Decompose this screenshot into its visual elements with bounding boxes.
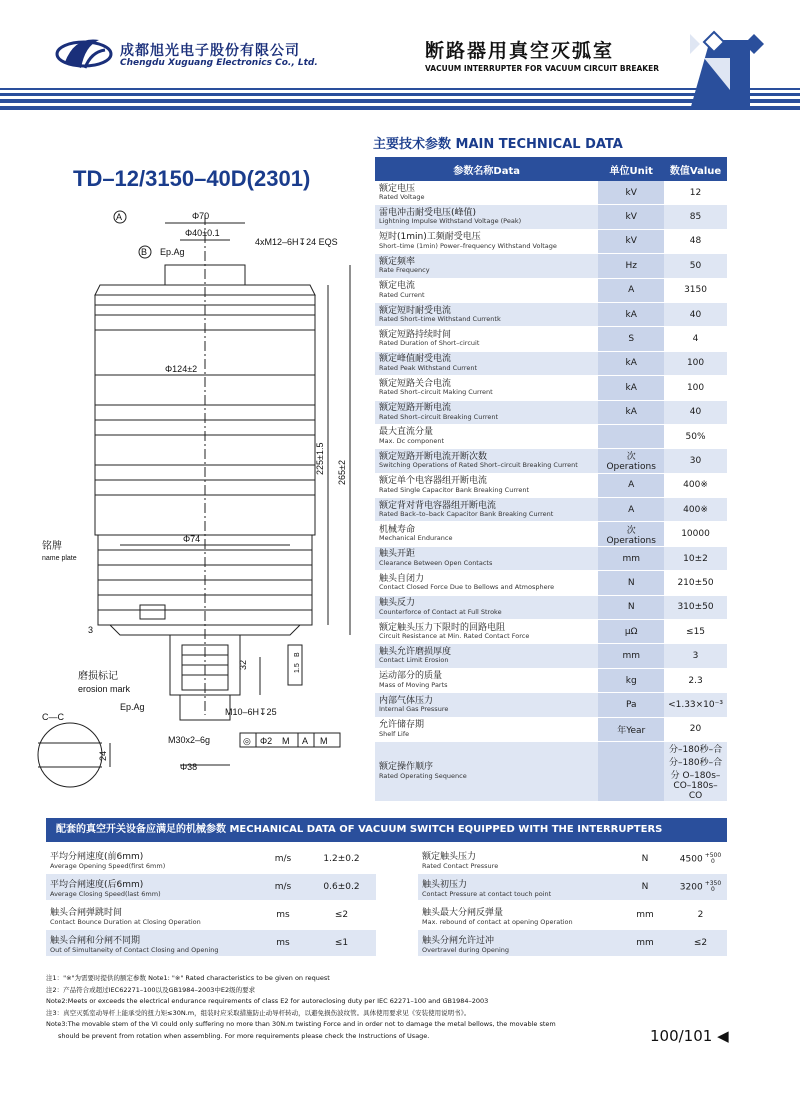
value-cell: 40 <box>664 400 727 424</box>
note-line: Note2:Meets or exceeds the electrical endurance requirements of class E2 for autoreclosing duty per IEC 62271–100 and GB1984–2003 <box>46 997 489 1005</box>
param-cell <box>375 400 598 424</box>
table-row <box>375 400 727 424</box>
value-cell: 12 <box>664 181 727 205</box>
param-cell <box>375 741 598 801</box>
page-number-text: 100/101 <box>650 1027 713 1045</box>
param-cn: 额定短路开断电流 <box>379 403 452 414</box>
param-cn: 额定操作顺序 <box>379 762 434 773</box>
nameplate-en: name plate <box>42 555 77 562</box>
datum-a-label: A <box>116 212 123 222</box>
param-cell <box>375 424 598 448</box>
mech-row <box>46 846 376 873</box>
mech-row <box>46 901 376 929</box>
company-logo <box>55 32 113 76</box>
value-cell: 2.3 <box>664 668 727 692</box>
param-cell <box>375 473 598 497</box>
param-cn: 触头反力 <box>379 598 416 609</box>
param-cn: 触头允许磨损厚度 <box>379 646 452 657</box>
table-row <box>375 254 727 278</box>
header-unit: 单位Unit <box>598 157 664 181</box>
mech-tolerance <box>705 853 721 865</box>
param-en: Shelf Life <box>379 729 410 738</box>
table-row <box>375 717 727 741</box>
mech-param-cn: 额定触头压力 <box>422 851 477 862</box>
mech-value-text: ≤2 <box>693 938 708 948</box>
mech-param-en: Contact Bounce Duration at Closing Operation <box>50 917 201 926</box>
value-cell: 分–180秒–合分–180秒–合分 O–180s–CO–180s–CO <box>664 741 727 801</box>
param-cn: 触头自闭力 <box>379 573 425 584</box>
note-line: 注3：真空灭弧室动导杆上能承受的扭力矩≤30N.m，组装时应采取措施防止动导杆转动，以避免损伤波纹管。具体使用要求见《安装使用说明书》。 <box>46 1008 471 1017</box>
unit-cell: Pa <box>598 693 664 717</box>
param-en: Rated Short–circuit Making Current <box>379 388 493 397</box>
table-row <box>375 498 727 522</box>
dim-32: 32 <box>238 659 248 670</box>
table-row <box>375 693 727 717</box>
param-cell <box>375 717 598 741</box>
tol-b: B <box>294 652 301 657</box>
mech-param-cell <box>418 873 616 901</box>
table-row <box>375 595 727 619</box>
fcf-circle: ◎ <box>243 736 251 746</box>
dim-24: 24 <box>98 750 108 761</box>
mech-param-cell <box>46 901 259 929</box>
param-en: Rated Short–circuit Breaking Current <box>379 412 499 421</box>
unit-cell: N <box>598 571 664 595</box>
dim-3: 3 <box>88 625 94 635</box>
param-en: Rated Current <box>379 290 425 299</box>
param-cell <box>375 181 598 205</box>
mech-title: 配套的真空开关设备应满足的机械参数 MECHANICAL DATA OF VACUUM SWITCH EQUIPPED WITH THE INTERRUPTERS <box>46 818 727 842</box>
value-cell: 400※ <box>664 498 727 522</box>
note-line: 注2：产品符合或超过IEC62271–100以及GB1984–2003中E2级的要求 <box>46 985 256 994</box>
value-cell: 4 <box>664 327 727 351</box>
unit-cell: kA <box>598 302 664 326</box>
dim-phi38: Φ38 <box>180 762 198 772</box>
table-row <box>375 205 727 229</box>
mech-unit-cell: m/s <box>259 846 307 873</box>
value-cell: 10±2 <box>664 546 727 570</box>
company-name-cn: 成都旭光电子股份有限公司 <box>120 43 300 59</box>
dim-225: 225±1.5 <box>315 442 325 475</box>
param-cell <box>375 668 598 692</box>
param-cn: 允许储存期 <box>379 720 425 731</box>
param-en: Rate Frequency <box>379 266 430 275</box>
fcf-m2: M <box>320 736 328 746</box>
unit-cell: A <box>598 473 664 497</box>
unit-cell: 年Year <box>598 717 664 741</box>
mech-value-text: ≤1 <box>334 938 349 948</box>
param-en: Rated Voltage <box>379 193 425 201</box>
notes <box>46 973 736 1042</box>
value-cell: 100 <box>664 376 727 400</box>
table-row <box>375 327 727 351</box>
page-number <box>650 1027 729 1045</box>
ep-ag-bottom: Ep.Ag <box>120 702 145 712</box>
table-row <box>375 668 727 692</box>
param-cell <box>375 327 598 351</box>
thread-bottom: M10–6H↧25 <box>225 707 277 717</box>
value-cell: 50% <box>664 424 727 448</box>
param-cn: 额定背对背电容器组开断电流 <box>379 500 497 511</box>
mech-unit-cell: mm <box>616 929 674 957</box>
note-line: 注1："※"为需要时提供的额定参数 Note1: "※" Rated characteristics to be given on request <box>46 974 330 982</box>
mech-tol-sub: 0 <box>711 858 715 865</box>
unit-cell: kA <box>598 376 664 400</box>
mech-tol-sup: +350 <box>704 880 722 887</box>
value-cell: 310±50 <box>664 595 727 619</box>
mech-param-en: Overtravel during Opening <box>422 945 510 954</box>
param-en: Rated Short–time Withstand Currentk <box>379 314 501 323</box>
mech-param-en: Rated Contact Pressure <box>422 861 499 870</box>
table-row <box>375 620 727 644</box>
param-en: Contact Closed Force Due to Bellows and Atmosphere <box>379 583 555 592</box>
value-cell: 50 <box>664 254 727 278</box>
param-en: Counterforce of Contact at Full Stroke <box>379 607 502 616</box>
mech-row <box>418 873 727 901</box>
table-row <box>375 522 727 546</box>
table-row <box>375 351 727 375</box>
param-cn: 额定短路关合电流 <box>379 378 452 389</box>
mech-value-cell <box>674 873 727 901</box>
unit-cell: A <box>598 278 664 302</box>
company-name-en: Chengdu Xuguang Electronics Co., Ltd. <box>120 58 318 68</box>
param-en: Switching Operations of Rated Short–circuit Breaking Current <box>379 461 578 470</box>
mech-param-en: Contact Pressure at contact touch point <box>422 889 552 898</box>
unit-cell: 次 Operations <box>598 522 664 546</box>
table-row <box>375 302 727 326</box>
mech-param-cell <box>46 846 259 873</box>
table-row <box>375 546 727 570</box>
mech-param-cell <box>418 846 616 873</box>
param-en: Max. Dc component <box>379 436 444 445</box>
param-cn: 额定短时耐受电流 <box>379 305 452 316</box>
value-cell: 400※ <box>664 473 727 497</box>
mech-row <box>46 929 376 957</box>
param-cn: 机械寿命 <box>379 525 416 536</box>
mech-param-cell <box>46 873 259 901</box>
param-en: Rated Single Capacitor Bank Breaking Current <box>379 485 530 494</box>
param-cell <box>375 229 598 253</box>
mech-row <box>418 929 727 957</box>
table-row <box>375 278 727 302</box>
value-cell: <1.33×10⁻³ <box>664 693 727 717</box>
value-cell: 40 <box>664 302 727 326</box>
value-cell: 210±50 <box>664 571 727 595</box>
mech-param-cn: 触头最大分闸反弹量 <box>422 907 504 918</box>
section-cc-label: C—C <box>42 712 64 722</box>
param-cell <box>375 351 598 375</box>
ep-ag-top: Ep.Ag <box>160 247 185 257</box>
mech-value-text: 4500 <box>679 854 703 865</box>
value-cell: 48 <box>664 229 727 253</box>
tol-15: 1.5 <box>294 663 301 673</box>
param-cell <box>375 571 598 595</box>
mech-param-cn: 平均分闸速度(前6mm) <box>50 851 144 862</box>
mech-param-en: Out of Simultaneity of Contact Closing and Opening <box>50 945 219 954</box>
mech-value-cell <box>307 873 376 901</box>
table-row <box>375 644 727 668</box>
dim-m30: M30x2–6g <box>168 735 211 745</box>
mech-unit-cell: N <box>616 846 674 873</box>
unit-cell: N <box>598 595 664 619</box>
mech-table-right <box>418 846 727 958</box>
param-cn: 额定峰值耐受电流 <box>379 354 452 365</box>
mech-unit-cell: ms <box>259 929 307 957</box>
mech-param-cn: 平均合闸速度(后6mm) <box>50 879 144 890</box>
mech-value-cell <box>307 846 376 873</box>
model-number: TD–12/3150–40D(2301) <box>73 166 311 191</box>
param-cn: 触头开距 <box>379 549 416 560</box>
param-cell <box>375 498 598 522</box>
table-row <box>375 424 727 448</box>
value-cell: 3150 <box>664 278 727 302</box>
param-cell <box>375 302 598 326</box>
param-en: Rated Peak Withstand Current <box>379 363 477 372</box>
unit-cell: S <box>598 327 664 351</box>
param-en: Rated Operating Sequence <box>379 771 467 780</box>
unit-cell <box>598 424 664 448</box>
mech-param-cn: 触头合闸弹跳时间 <box>50 907 123 918</box>
value-cell: 20 <box>664 717 727 741</box>
mech-unit-cell: m/s <box>259 873 307 901</box>
param-cell <box>375 644 598 668</box>
table-row <box>375 741 727 801</box>
table-row <box>375 376 727 400</box>
mech-value-text: 1.2±0.2 <box>323 854 360 864</box>
mech-table-left <box>46 846 376 958</box>
param-cell <box>375 254 598 278</box>
value-cell: 30 <box>664 449 727 473</box>
technical-drawing <box>20 195 375 795</box>
unit-cell: kV <box>598 181 664 205</box>
param-en: Rated Back–to–back Capacitor Bank Breaking Current <box>379 510 554 519</box>
param-en: Internal Gas Pressure <box>379 705 449 714</box>
param-cn: 额定单个电容器组开断电流 <box>379 476 488 487</box>
mech-param-en: Average Closing Speed(last 6mm) <box>50 889 161 898</box>
unit-cell: kA <box>598 400 664 424</box>
mech-param-cell <box>418 929 616 957</box>
unit-cell: kV <box>598 229 664 253</box>
value-cell: 85 <box>664 205 727 229</box>
param-en: Contact Limit Erosion <box>379 656 449 665</box>
param-en: Mass of Moving Parts <box>379 680 448 689</box>
dim-phi40: Φ40±0.1 <box>185 228 220 238</box>
mech-unit-cell: N <box>616 873 674 901</box>
param-en: Circuit Resistance at Min. Rated Contact Force <box>379 632 530 641</box>
triangle-left-icon: ◀ <box>717 1027 729 1045</box>
param-en: Lightning Impulse Withstand Voltage (Peak) <box>379 217 522 226</box>
param-cell <box>375 595 598 619</box>
param-cn: 额定短路持续时间 <box>379 329 452 340</box>
unit-cell: kg <box>598 668 664 692</box>
param-cell <box>375 205 598 229</box>
table-row <box>375 229 727 253</box>
mech-tolerance <box>705 881 721 893</box>
param-cn: 额定电流 <box>379 281 416 292</box>
mech-tol-sup: +500 <box>704 852 722 859</box>
fcf-m1: M <box>282 736 290 746</box>
mech-param-cell <box>46 929 259 957</box>
mech-row <box>418 846 727 873</box>
technical-data-table <box>375 157 727 802</box>
param-cn: 雷电冲击耐受电压(峰值) <box>379 207 477 218</box>
value-cell: 100 <box>664 351 727 375</box>
param-cell <box>375 376 598 400</box>
product-title-en: VACUUM INTERRUPTER FOR VACUUM CIRCUIT BREAKER <box>425 64 659 73</box>
fcf-phi2: Φ2 <box>260 736 273 746</box>
header-stripes <box>0 88 800 110</box>
table-row <box>375 181 727 205</box>
mech-value-cell <box>674 929 727 957</box>
param-cn: 额定频率 <box>379 256 416 267</box>
mech-value-cell <box>674 901 727 929</box>
param-en: Clearance Between Open Contacts <box>379 558 493 567</box>
table-row <box>375 449 727 473</box>
param-cn: 额定电压 <box>379 183 416 194</box>
note-line: Note3:The movable stem of the VI could only suffering no more than 30N.m twisting Force and in order not to damage the metal bellows, the movable stem <box>46 1020 556 1028</box>
param-en: Mechanical Endurance <box>379 534 453 543</box>
mech-row <box>418 901 727 929</box>
value-cell: 10000 <box>664 522 727 546</box>
mech-value-text: 2 <box>697 910 704 920</box>
param-cell <box>375 449 598 473</box>
mech-param-cn: 触头合闸和分闸不同期 <box>50 935 141 946</box>
mech-value-cell <box>307 901 376 929</box>
mech-tol-sub: 0 <box>711 886 715 893</box>
param-en: Rated Duration of Short–circuit <box>379 339 480 348</box>
mech-param-en: Max. rebound of contact at opening Operation <box>422 917 573 926</box>
mech-unit-cell: mm <box>616 901 674 929</box>
dim-phi74: Φ74 <box>183 534 201 544</box>
param-cn: 短时(1min)工频耐受电压 <box>379 232 481 243</box>
param-cn: 最大直流分量 <box>379 427 434 438</box>
dim-265: 265±2 <box>337 460 347 485</box>
table-row <box>375 571 727 595</box>
fcf-a: A <box>302 736 309 746</box>
mech-value-cell <box>307 929 376 957</box>
header-value: 数值Value <box>664 157 727 181</box>
note-line: should be prevent from rotation when assembling. For more requirements please check the Instructions of Usage. <box>58 1031 430 1040</box>
mech-param-cn: 触头初压力 <box>422 879 468 890</box>
param-cn: 内部气体压力 <box>379 695 434 706</box>
unit-cell: mm <box>598 546 664 570</box>
param-cell <box>375 278 598 302</box>
param-cell <box>375 620 598 644</box>
nameplate-cn: 铭牌 <box>42 541 62 552</box>
value-cell: ≤15 <box>664 620 727 644</box>
header-param: 参数名称Data <box>375 157 598 181</box>
unit-cell: kA <box>598 351 664 375</box>
unit-cell <box>598 741 664 801</box>
table-row <box>375 473 727 497</box>
erosion-en: erosion mark <box>78 684 131 694</box>
mech-unit-cell: ms <box>259 901 307 929</box>
value-cell: 3 <box>664 644 727 668</box>
section-title: 主要技术参数 MAIN TECHNICAL DATA <box>373 137 623 152</box>
unit-cell: Hz <box>598 254 664 278</box>
unit-cell: 次 Operations <box>598 449 664 473</box>
mech-param-cn: 触头分闸允许过冲 <box>422 935 495 946</box>
corner-graphic <box>690 30 770 110</box>
param-cn: 额定触头压力下限时的回路电阻 <box>379 622 506 633</box>
product-title-cn: 断路器用真空灭弧室 <box>425 40 615 62</box>
param-cell <box>375 546 598 570</box>
dim-phi70: Φ70 <box>192 211 210 221</box>
mech-value-text: ≤2 <box>334 910 349 920</box>
unit-cell: μΩ <box>598 620 664 644</box>
param-cn: 额定短路开断电流开断次数 <box>379 451 488 462</box>
datum-b-label: B <box>141 247 148 257</box>
erosion-cn: 磨损标记 <box>78 671 118 682</box>
param-en: Short–time (1min) Power–frequency Withstand Voltage <box>379 241 557 250</box>
thread-top: 4xM12–6H↧24 EQS <box>255 237 338 247</box>
param-cell <box>375 693 598 717</box>
mech-param-en: Average Opening Speed(first 6mm) <box>50 861 166 870</box>
mech-value-text: 0.6±0.2 <box>323 882 360 892</box>
unit-cell: A <box>598 498 664 522</box>
unit-cell: mm <box>598 644 664 668</box>
dim-phi124: Φ124±2 <box>165 364 198 374</box>
param-cn: 运动部分的质量 <box>379 671 443 682</box>
unit-cell: kV <box>598 205 664 229</box>
mech-value-cell <box>674 846 727 873</box>
mech-value-text: 3200 <box>679 882 703 893</box>
mech-row <box>46 873 376 901</box>
mech-param-cell <box>418 901 616 929</box>
param-cell <box>375 522 598 546</box>
